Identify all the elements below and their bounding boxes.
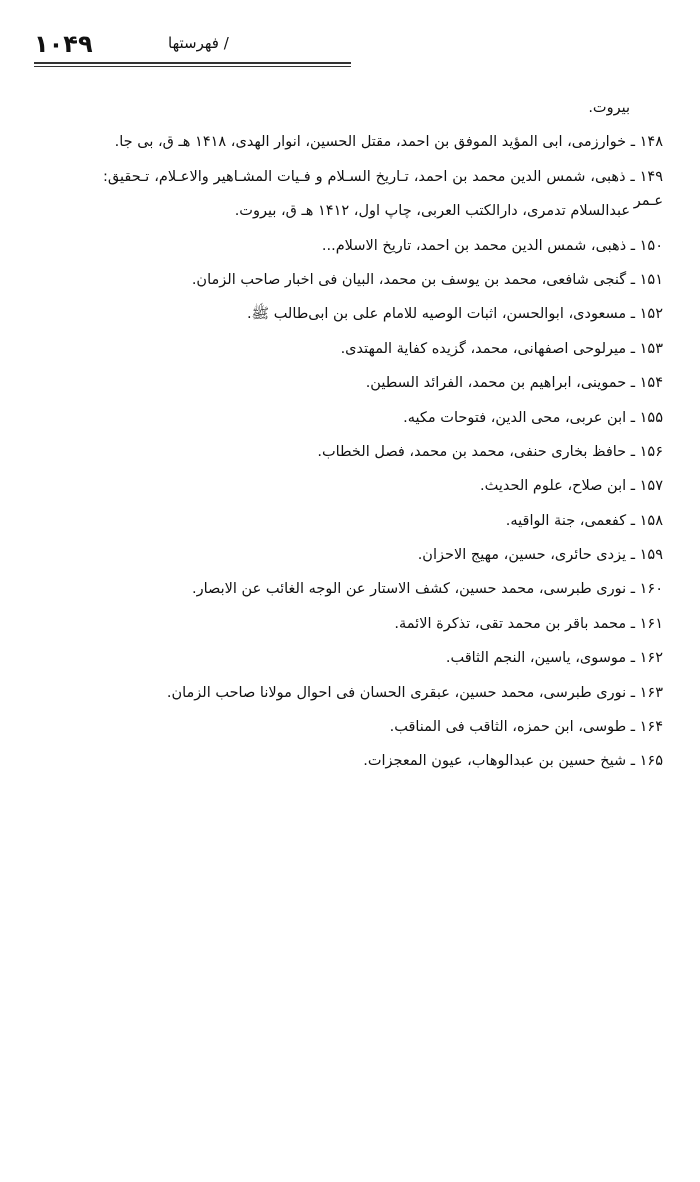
bibliography-line: ۱۵۵ ـ ابن عربی، محی الدین، فتوحات مکیه. — [403, 409, 663, 426]
bibliography-line: ۱۵۴ ـ حموینی، ابراهیم بن محمد، الفرائد السطین. — [365, 375, 663, 392]
bibliography-line: ۱۴۸ ـ خوارزمی، ابی المؤید الموفق بن احمد، مقتل الحسین، انوار الهدی، ۱۴۱۸ هـ ق، بی جا. — [114, 134, 663, 151]
bibliography-line: ۱۵۰ ـ ذهبی، شمس الدین محمد بن احمد، تاریخ الاسلام... — [321, 237, 663, 254]
bibliography-line: ۱۵۲ ـ مسعودی، ابوالحسن، اثبات الوصیه للامام علی بن ابی‌طالب ﷺ. — [246, 306, 663, 323]
bibliography-line: عبدالسلام تدمری، دارالکتب العربی، چاپ اول، ۱۴۱۲ هـ ق، بیروت. — [234, 203, 630, 220]
bibliography-line: ۱۵۸ ـ کفعمی، جنة الواقیه. — [505, 512, 663, 529]
bibliography-list — [103, 96, 663, 784]
header-rule-thick — [34, 62, 351, 64]
bibliography-line: ۱۵۶ ـ حافظ بخاری حنفی، محمد بن محمد، فصل الخطاب. — [317, 443, 663, 460]
bibliography-line: ۱۴۹ ـ ذهبی، شمس الدین محمد بن احمد، تـاریخ السـلام و فـیات المشـاهیر والاعـلام، تـحقیق: عـمر — [103, 168, 663, 209]
bibliography-line: ۱۶۲ ـ موسوی، یاسین، النجم الثاقب. — [445, 650, 663, 667]
bibliography-line: ۱۵۱ ـ گنجی شافعی، محمد بن یوسف بن محمد، البیان فی اخبار صاحب الزمان. — [191, 271, 663, 288]
bibliography-line: ۱۵۷ ـ ابن صلاح، علوم الحدیث. — [480, 478, 663, 495]
bibliography-line: ۱۶۳ ـ نوری طبرسی، محمد حسین، عبقری الحسان فی احوال مولانا صاحب الزمان. — [166, 684, 663, 701]
bibliography-line: ۱۵۹ ـ یزدی حائری، حسین، مهیج الاحزان. — [417, 547, 663, 564]
bibliography-line: ۱۶۰ ـ نوری طبرسی، محمد حسین، کشف الاستار عن الوجه الغائب عن الابصار. — [192, 581, 663, 598]
bibliography-line: ۱۵۳ ـ میرلوحی اصفهانی، محمد، گزیده کفایة المهتدی. — [340, 340, 663, 357]
bibliography-line: ۱۶۵ ـ شیخ حسین بن عبدالوهاب، عیون المعجزات. — [363, 753, 663, 770]
page-number: ۱۰۴۹ — [34, 30, 93, 58]
bibliography-line: ۱۶۴ ـ طوسی، ابن حمزه، الثاقب فی المناقب. — [389, 719, 663, 736]
bibliography-line: بیروت. — [588, 100, 630, 116]
running-title: / فهرستها — [168, 34, 229, 52]
header-rule-thin — [34, 66, 351, 67]
bibliography-line: ۱۶۱ ـ محمد باقر بن محمد تقی، تذکرة الائمة. — [394, 615, 663, 632]
